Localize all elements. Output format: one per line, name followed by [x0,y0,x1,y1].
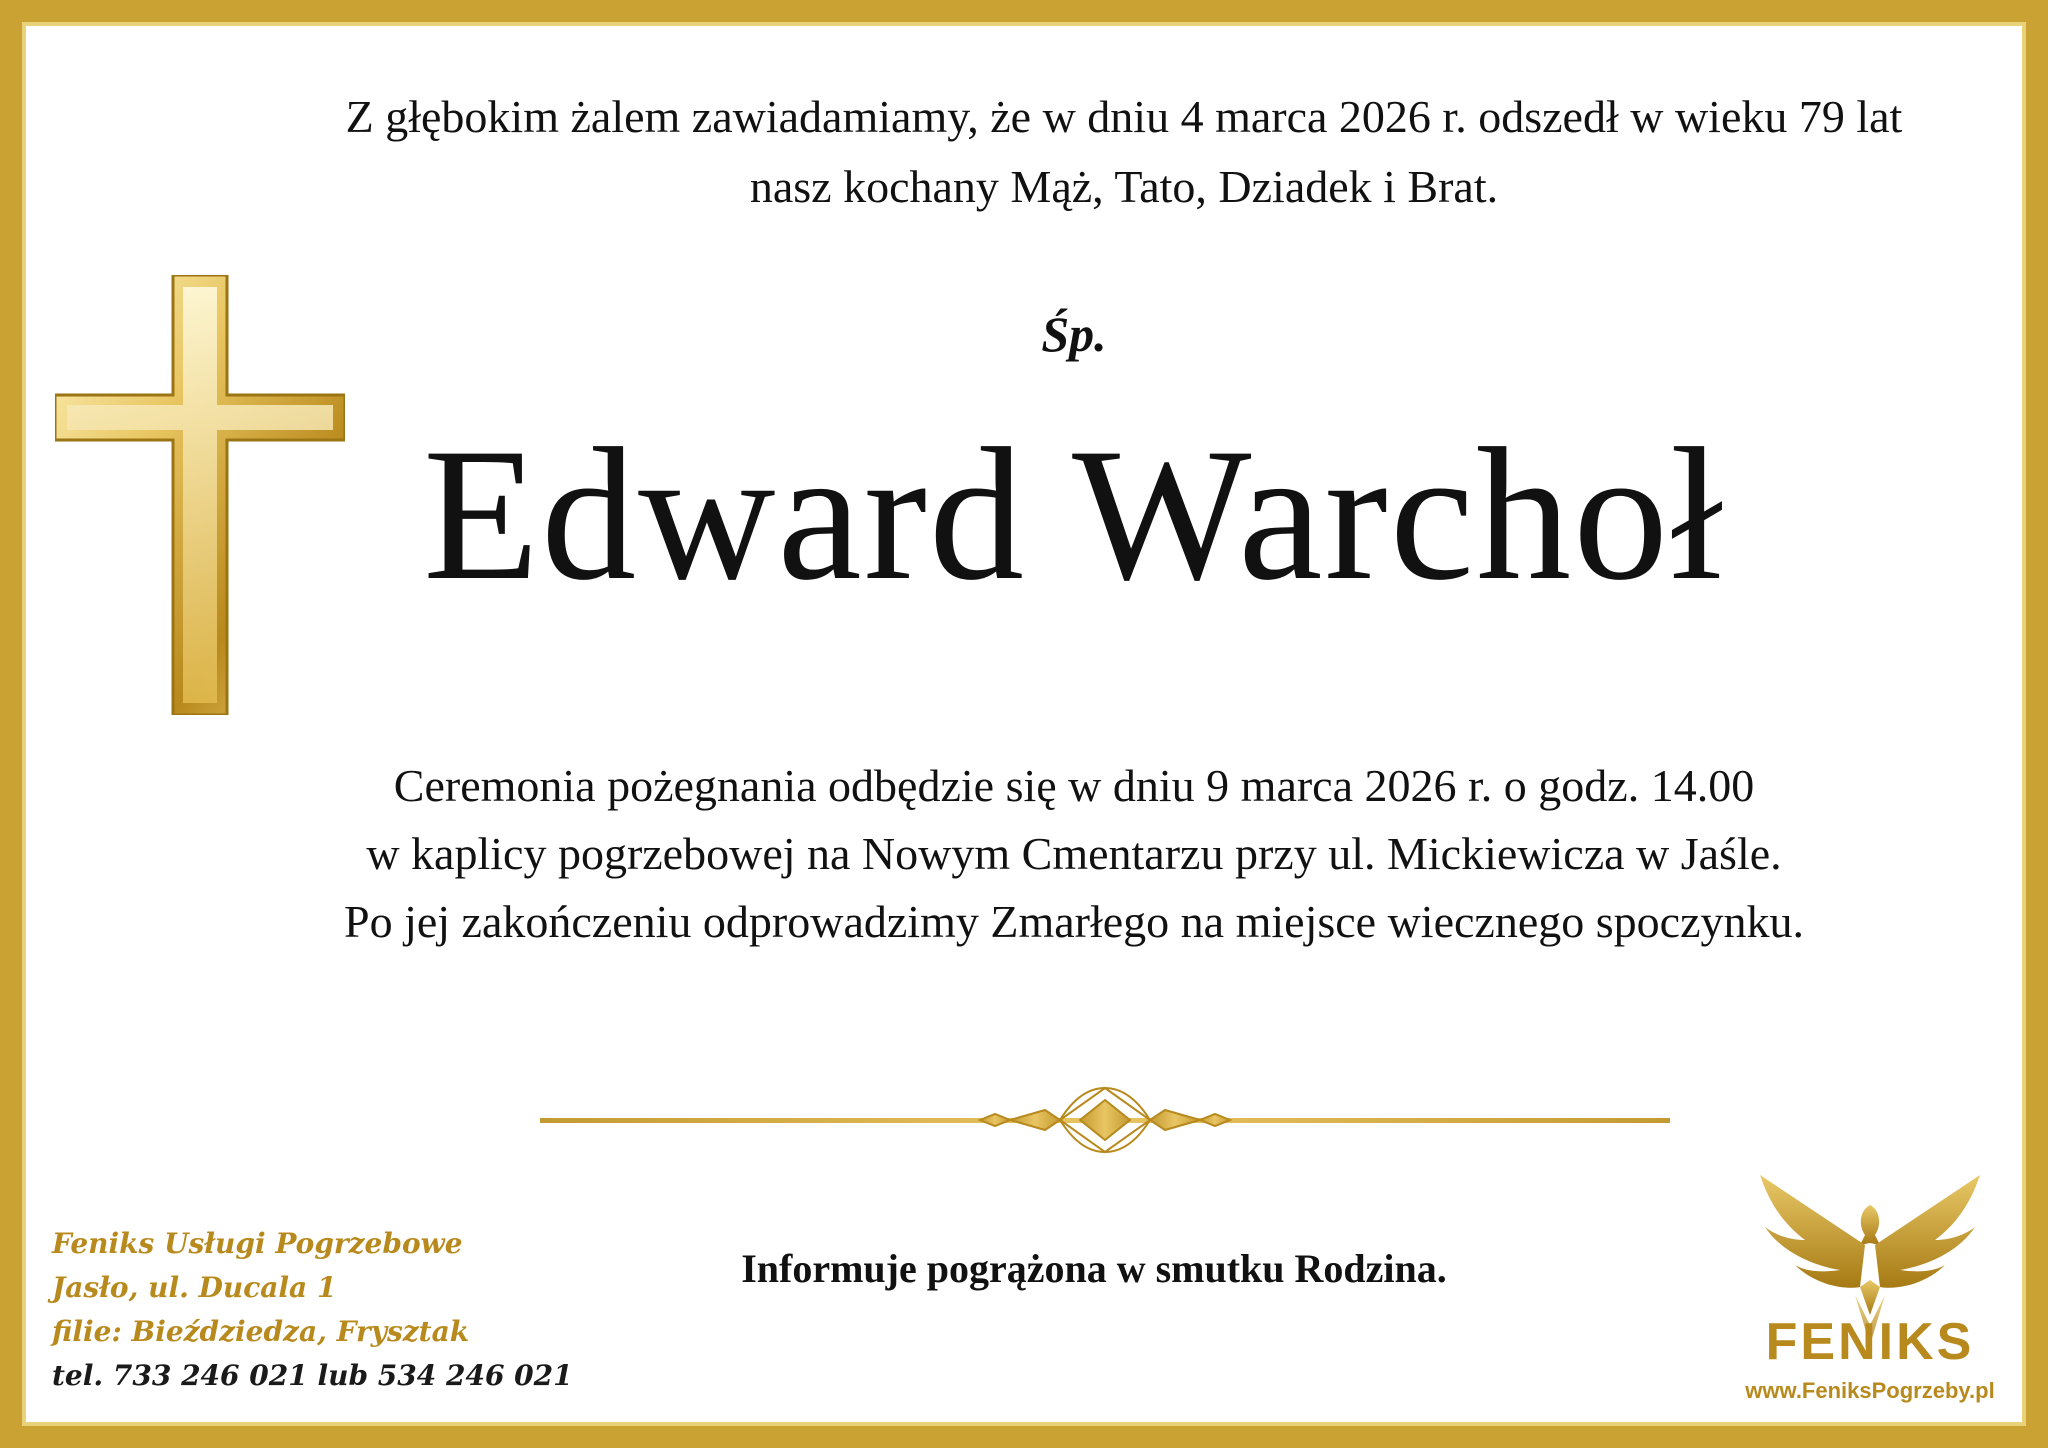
honorific: Śp. [1041,306,1107,362]
funeral-home-phone: tel. 733 246 021 lub 534 246 021 [52,1359,573,1392]
ornamental-divider [540,1080,1670,1160]
family-signature: Informuje pogrążona w smutku Rodzina. [741,1246,1447,1291]
ceremony-line-3: Po jej zakończeniu odprowadzimy Zmarłego na miejsce wiecznego spoczynku. [344,896,1804,947]
intro-line-2: nasz kochany Mąż, Tato, Dziadek i Brat. [749,161,1499,212]
ceremony-line-2: w kaplicy pogrzebowej na Nowym Cmentarzu przy ul. Mickiewicza w Jaśle. [366,828,1782,879]
website-link[interactable]: www.FeniksPogrzeby.pl [1745,1378,1995,1403]
logo-wordmark: FENIKS [1765,1313,1975,1371]
funeral-home-branches: filie: Bieździedza, Frysztak [52,1315,470,1348]
funeral-home-name: Feniks Usługi Pogrzebowe [52,1227,463,1260]
funeral-home-info [52,1222,573,1398]
funeral-home-address: Jasło, ul. Ducala 1 [52,1271,337,1304]
intro-line-1: Z głębokim żalem zawiadamiamy, że w dniu 4 marca 2026 r. odszedł w wieku 79 lat [345,91,1903,142]
deceased-name: Edward Warchoł [423,410,1725,620]
ceremony-line-1: Ceremonia pożegnania odbędzie się w dniu 9 marca 2026 r. o godz. 14.00 [393,760,1755,811]
